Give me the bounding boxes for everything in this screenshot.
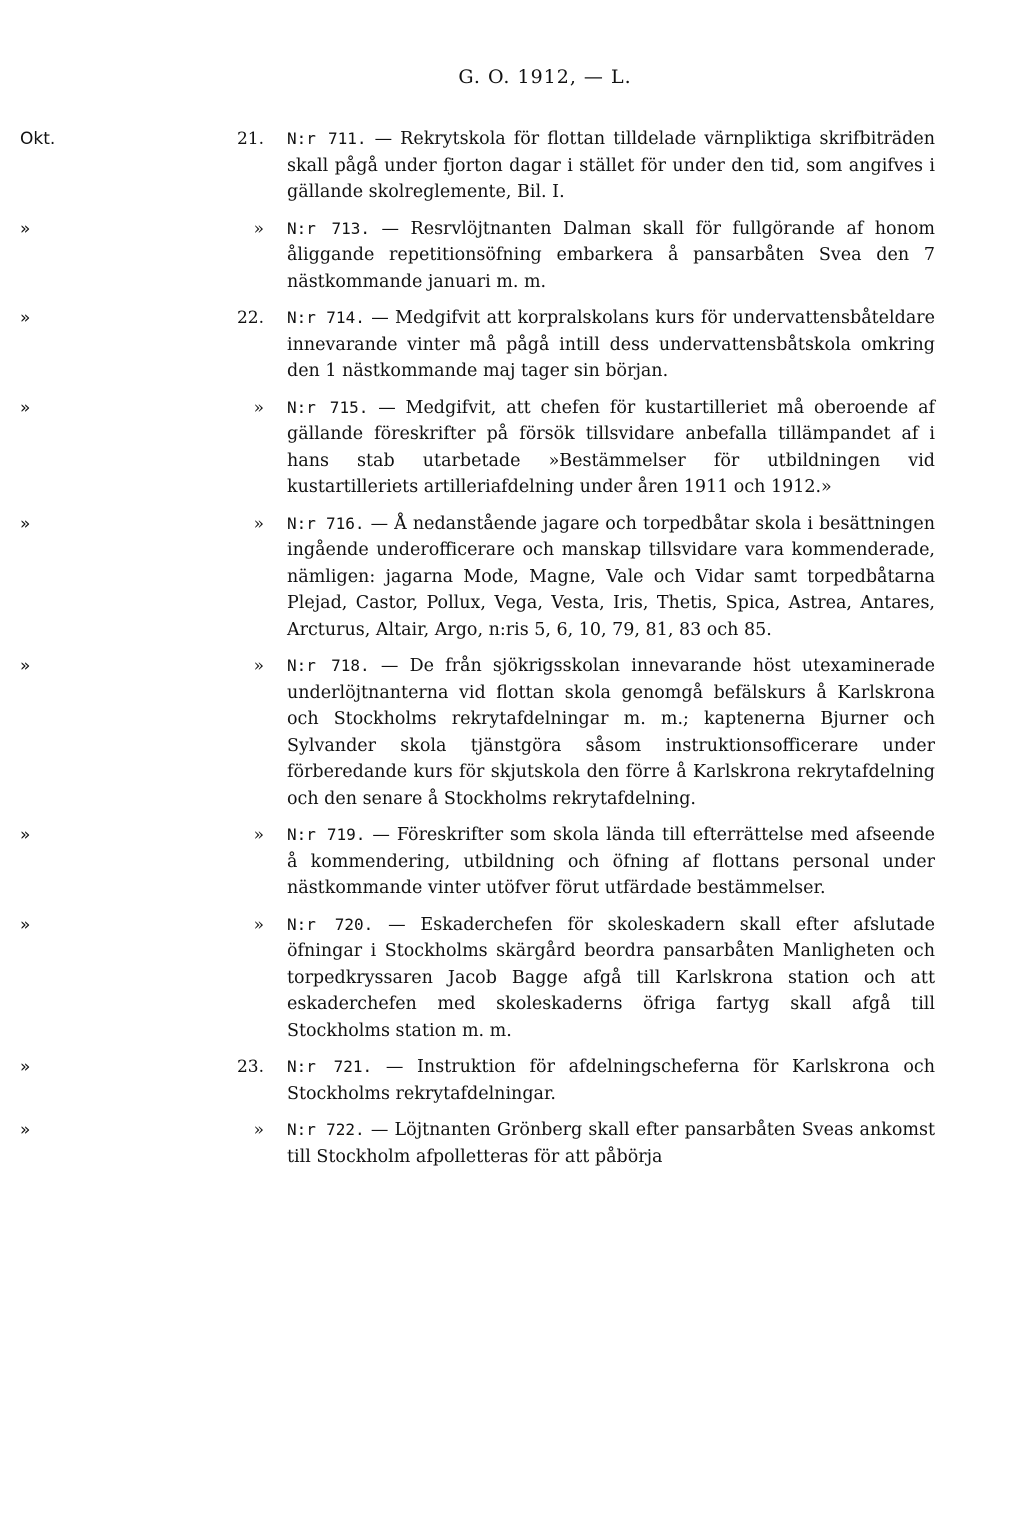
entry-text <box>287 511 935 644</box>
entry-month: » <box>20 513 31 534</box>
entry-number: N:r 711. <box>287 129 367 148</box>
entry-number: N:r 715. <box>287 397 369 417</box>
entry-body: — Å nedanstående jagare och torpedbåtar skola i besättningen ingående underofficerare och manskap tillsvidare vara kommenderade, nämligen: jagarna Mode, Magne, Vale och Vidar samt torpedbåtarna Plejad, Castor, Pollux, Vega, Vesta, Iris, Thetis, Spica, Astrea, Antares, Arcturus, Altair, Argo, n:ris 5, 6, 10, 79, 81, 83 och 85. <box>287 513 935 640</box>
page-header: G. O. 1912, — L. <box>458 66 632 88</box>
entry-text <box>287 1117 935 1170</box>
entry-715 <box>0 395 1024 501</box>
entry-number: N:r 713. <box>287 218 371 238</box>
entry-body: — Eskaderchefen för skoleskadern skall efter afslutade öfningar i Stockholms skärgård beordra pansarbåten Manligheten och torpedkryssaren Jacob Bagge afgå till Karlskrona station och att eskaderchefen med skoleskaderns öfriga fartyg skall afgå till Stockholms station m. m. <box>287 914 935 1041</box>
entry-month: » <box>20 397 31 418</box>
entry-number: N:r 720. <box>287 914 374 934</box>
entry-text <box>287 912 935 1045</box>
entry-month: » <box>20 218 31 239</box>
entry-month: » <box>20 1120 31 1140</box>
entry-body: — Rekrytskola för flottan tilldelade värnpliktiga skrifbiträden skall pågå under fjorton dagar i stället för under den tid, som angifves i gällande skolreglemente, Bil. I. <box>287 129 935 202</box>
entry-body: — Löjtnanten Grönberg skall efter pansarbåten Sveas ankomst till Stockholm afpolletteras för att påbörja <box>287 1120 935 1167</box>
entry-month: » <box>20 1057 31 1077</box>
entry-number: N:r 721. <box>287 1057 373 1076</box>
entry-714 <box>0 305 1024 385</box>
entry-text <box>287 1054 935 1107</box>
entry-text <box>287 216 935 296</box>
entry-720 <box>0 912 1024 1045</box>
entry-716 <box>0 511 1024 644</box>
entry-719 <box>0 822 1024 902</box>
entry-month: » <box>20 308 31 328</box>
entry-month: » <box>20 914 31 935</box>
entry-day: » <box>253 218 264 239</box>
entry-month: Okt. <box>20 129 56 149</box>
entry-body: — Föreskrifter som skola lända till efterrättelse med afseende å kommendering, utbildning och öfning af flottans personal under nästkommande vinter utöfver förut utfärdade bestämmelser. <box>287 825 936 898</box>
entry-722 <box>0 1117 1024 1170</box>
entry-body: — Medgifvit att korpralskolans kurs för undervattensbåteldare innevarande vinter må pågå intill dess undervattensbåtskola omkring den 1 nästkommande maj tager sin början. <box>287 308 935 381</box>
entry-day: 23. <box>236 1057 264 1077</box>
entry-text <box>287 822 935 902</box>
entry-718 <box>0 653 1024 812</box>
entry-number: N:r 722. <box>287 1120 365 1139</box>
entry-day: » <box>253 914 264 935</box>
entry-713 <box>0 216 1024 296</box>
entry-day: 22. <box>236 308 264 328</box>
entry-month: » <box>20 656 31 676</box>
entry-day: » <box>253 513 264 534</box>
entries-list <box>0 126 1024 1180</box>
entry-number: N:r 714. <box>287 308 365 327</box>
entry-day: 21. <box>236 129 264 149</box>
entry-day: » <box>253 397 264 418</box>
entry-721 <box>0 1054 1024 1107</box>
entry-text <box>287 126 935 206</box>
entry-body: — Resrvlöjtnanten Dalman skall för fullgörande af honom åliggande repetitionsöfning embarkera å pansarbåten Svea den 7 nästkommande januari m. m. <box>287 218 935 292</box>
entry-body: — Instruktion för afdelningscheferna för Karlskrona och Stockholms rekrytafdelningar. <box>287 1057 935 1104</box>
entry-day: » <box>253 1120 264 1140</box>
entry-number: N:r 716. <box>287 513 365 533</box>
entry-body: — Medgifvit, att chefen för kustartilleriet må oberoende af gällande föreskrifter på försök tillsvidare anbefalla tillämpandet af i hans stab utarbetade »Bestämmelser för utbildningen vid kustartilleriets artilleriafdelning under åren 1911 och 1912.» <box>287 397 935 497</box>
entry-day: » <box>253 656 264 676</box>
entry-text <box>287 653 935 812</box>
entry-month: » <box>20 825 31 845</box>
entry-number: N:r 718. <box>287 656 370 675</box>
entry-text <box>287 395 935 501</box>
entry-711 <box>0 126 1024 206</box>
entry-day: » <box>253 825 264 845</box>
entry-text <box>287 305 935 385</box>
entry-body: — De från sjökrigsskolan innevarande höst utexaminerade underlöjtnanterna vid flottan skola genomgå befälskurs å Karlskrona och Stockholms rekrytafdelningar m. m.; kaptenerna Bjurner och Sylvander skola tjänstgöra såsom instruktionsofficerare under förberedande kurs för skjutskola den förre å Karlskrona rekrytafdelning och den senare å Stockholms rekrytafdelning. <box>287 656 936 809</box>
entry-number: N:r 719. <box>287 825 366 844</box>
